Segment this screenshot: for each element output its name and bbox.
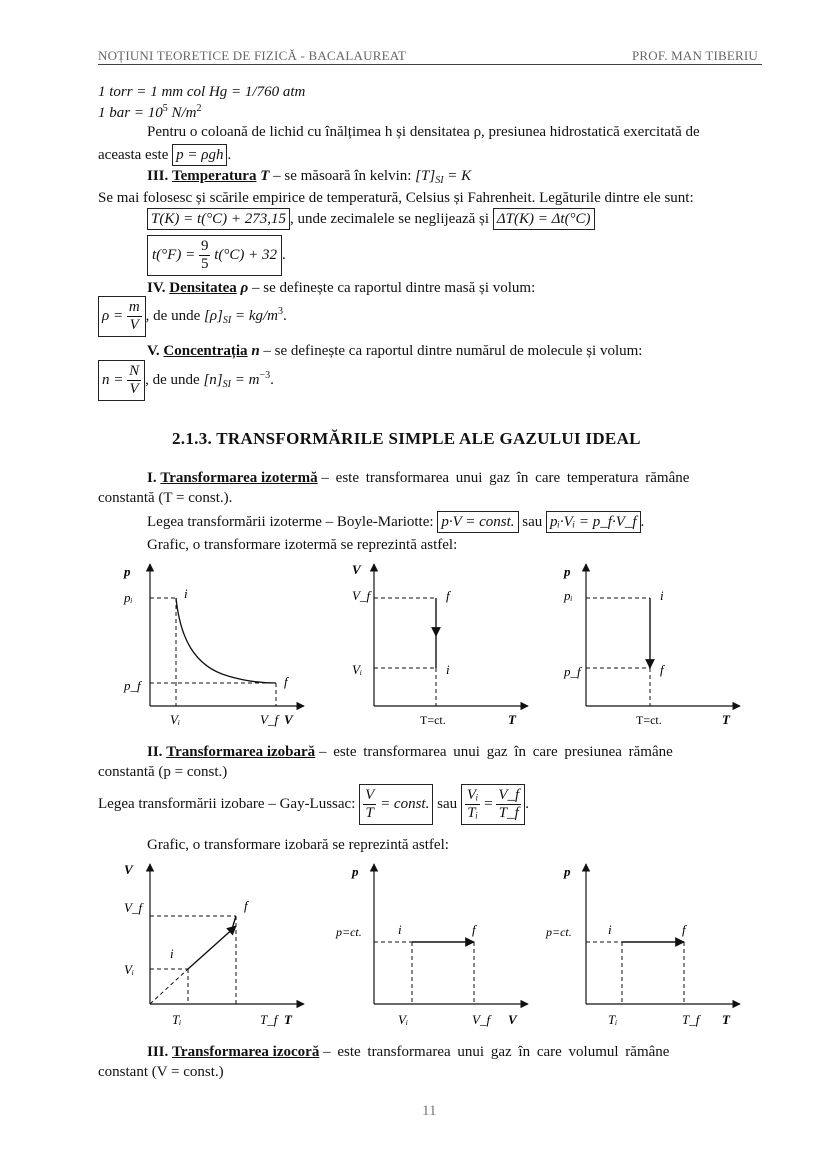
isobaric-def-2: constantă (p = const.) xyxy=(98,764,228,780)
svg-text:Vᵢ: Vᵢ xyxy=(352,662,362,677)
label-vf: V_f xyxy=(260,712,279,727)
svg-text:p=ct.: p=ct. xyxy=(336,925,362,939)
svg-text:V_f: V_f xyxy=(472,1012,491,1027)
svg-text:T: T xyxy=(284,1012,292,1027)
svg-text:T=ct.: T=ct. xyxy=(636,713,662,727)
isobaric-heading: II. Transformarea izobară – este transformarea unui gaz în care presiunea rămâne xyxy=(147,744,673,760)
svg-text:p: p xyxy=(564,864,571,879)
svg-text:i: i xyxy=(608,922,612,937)
svg-text:Tᵢ: Tᵢ xyxy=(172,1012,182,1027)
label-pf: p_f xyxy=(124,678,141,693)
isotherm-vt-graph xyxy=(352,562,528,727)
page-number: 11 xyxy=(422,1103,437,1119)
temperature-heading: III. Temperatura T – se măsoară în kelvin: $[T]_{SI} = K$ xyxy=(147,168,472,186)
hydro-text-2: aceasta este p = ρgh . xyxy=(98,144,231,166)
density-formula: ρ = $\frac{m}{V}$ xyxy=(98,296,146,337)
temperature-formulas: T(K) = t(°C) + 273,15 , unde zecimalele se neglijează și ΔT(K) = Δt(°C) xyxy=(147,208,595,230)
boyle-formula-1: p·V = const. xyxy=(437,511,518,533)
svg-text:f: f xyxy=(446,588,450,603)
isothermal-graphic-intro: Grafic, o transformare izotermă se reprezintă astfel: xyxy=(147,537,458,553)
label-i: i xyxy=(184,586,188,601)
isobaric-law: Legea transformării izobare – Gay-Lussac: $\frac{V}{T}$ = const. sau $\frac{\text{Vᵢ}}{\text{Tᵢ}}$ = $\frac{V\_f}{T\_f}$ . xyxy=(98,784,529,825)
svg-text:Tᵢ: Tᵢ xyxy=(608,1012,618,1027)
isochoric-heading: III. Transformarea izocoră – este transformarea unui gaz în care volumul rămâne xyxy=(147,1044,670,1060)
fahrenheit-row: t(°F) = $\frac{9}{5}$ t(°C) + 32 . xyxy=(147,235,286,276)
svg-text:i: i xyxy=(446,662,450,677)
svg-text:T: T xyxy=(722,712,730,727)
label-vi: Vᵢ xyxy=(170,712,180,727)
isothermal-law: Legea transformării izoterme – Boyle-Mariotte: p·V = const. sau pᵢ·Vᵢ = p_f·V_f . xyxy=(147,511,644,533)
isotherm-pv-graph xyxy=(123,564,304,727)
svg-text:f: f xyxy=(660,662,664,677)
hydro-formula: p = ρgh xyxy=(172,144,227,166)
svg-text:V_f: V_f xyxy=(124,900,143,915)
svg-text:i: i xyxy=(660,588,664,603)
diagonal-arrow xyxy=(188,926,236,969)
isothermal-def-2: constantă (T = const.). xyxy=(98,490,233,506)
svg-text:V: V xyxy=(352,562,361,577)
svg-text:T_f: T_f xyxy=(260,1012,278,1027)
concentration-formula: n = $\frac{N}{V}$ xyxy=(98,360,145,401)
header-right: PROF. MAN TIBERIU xyxy=(632,48,758,63)
gay-lussac-formula-1: $\frac{V}{T}$ = const. xyxy=(359,784,433,825)
svg-text:V_f: V_f xyxy=(352,588,371,603)
svg-text:p: p xyxy=(352,864,359,879)
isobaric-graphs xyxy=(98,856,778,1036)
svg-text:p: p xyxy=(564,564,571,579)
isochoric-def-2: constant (V = const.) xyxy=(98,1064,224,1080)
kelvin-celsius-formula: T(K) = t(°C) + 273,15 xyxy=(147,208,290,230)
isotherm-curve xyxy=(176,598,276,683)
label-pi: pᵢ xyxy=(124,590,133,605)
isobar-pv-graph xyxy=(335,864,528,1027)
hydro-text-1: Pentru o coloană de lichid cu înălțimea h și densitatea ρ, presiunea hidrostatică exercitată de xyxy=(147,124,700,140)
density-formula-row: ρ = $\frac{m}{V}$ , de unde $[\rho]_{SI} = kg/m^3$. xyxy=(98,296,287,337)
svg-text:f: f xyxy=(244,898,248,913)
torr-line: 1 torr = 1 mm col Hg = 1/760 atm xyxy=(98,84,306,100)
concentration-heading: V. Concentrația n – se definește ca raportul dintre numărul de molecule și volum: xyxy=(147,343,643,359)
svg-text:Vᵢ: Vᵢ xyxy=(124,962,134,977)
delta-formula: ΔT(K) = Δt(°C) xyxy=(493,208,595,230)
gay-lussac-formula-2: $\frac{\text{Vᵢ}}{\text{Tᵢ}}$ = $\frac{V\_f}{T\_f}$ xyxy=(461,784,525,825)
svg-text:V: V xyxy=(124,862,133,877)
isothermal-heading: I. Transformarea izotermă – este transformarea unui gaz în care temperatura rămâne xyxy=(147,470,690,486)
isobar-vt-graph xyxy=(124,862,304,1027)
isobar-pt-graph xyxy=(545,864,740,1027)
svg-text:i: i xyxy=(170,946,174,961)
origin-dash xyxy=(150,969,188,1004)
svg-text:p_f: p_f xyxy=(564,664,581,679)
fahrenheit-formula: t(°F) = $\frac{9}{5}$ t(°C) + 32 xyxy=(147,235,282,276)
svg-text:Vᵢ: Vᵢ xyxy=(398,1012,408,1027)
svg-text:V: V xyxy=(508,1012,517,1027)
header-rule xyxy=(98,64,762,65)
svg-text:T: T xyxy=(722,1012,730,1027)
label-v-axis: V xyxy=(284,712,293,727)
svg-text:f: f xyxy=(682,922,686,937)
label-f: f xyxy=(284,674,288,689)
svg-text:f: f xyxy=(472,922,476,937)
boyle-formula-2: pᵢ·Vᵢ = p_f·V_f xyxy=(546,511,641,533)
svg-text:T: T xyxy=(508,712,516,727)
density-heading: IV. Densitatea ρ – se definește ca raportul dintre masă și volum: xyxy=(147,280,536,296)
isothermal-graphs xyxy=(98,556,778,732)
header-left: NOȚIUNI TEORETICE DE FIZICĂ - BACALAUREAT xyxy=(98,48,407,63)
svg-text:T=ct.: T=ct. xyxy=(420,713,446,727)
svg-text:p=ct.: p=ct. xyxy=(546,925,572,939)
svg-text:i: i xyxy=(398,922,402,937)
svg-text:T_f: T_f xyxy=(682,1012,700,1027)
isotherm-pt-graph xyxy=(563,564,740,727)
concentration-formula-row: n = $\frac{N}{V}$ , de unde $[n]_{SI} = m^{-3}$. xyxy=(98,360,274,401)
section-title: 2.1.3. TRANSFORMĂRILE SIMPLE ALE GAZULUI IDEAL xyxy=(172,429,641,448)
svg-text:pᵢ: pᵢ xyxy=(564,588,573,603)
label-p: p xyxy=(124,564,131,579)
temperature-scales: Se mai folosesc și scările empirice de temperatură, Celsius și Fahrenheit. Legăturile dintre ele sunt: xyxy=(98,190,694,206)
isobaric-graphic-intro: Grafic, o transformare izobară se reprezintă astfel: xyxy=(147,837,449,853)
bar-line: 1 bar = $10^5$ $N/m^2$ xyxy=(98,103,202,121)
